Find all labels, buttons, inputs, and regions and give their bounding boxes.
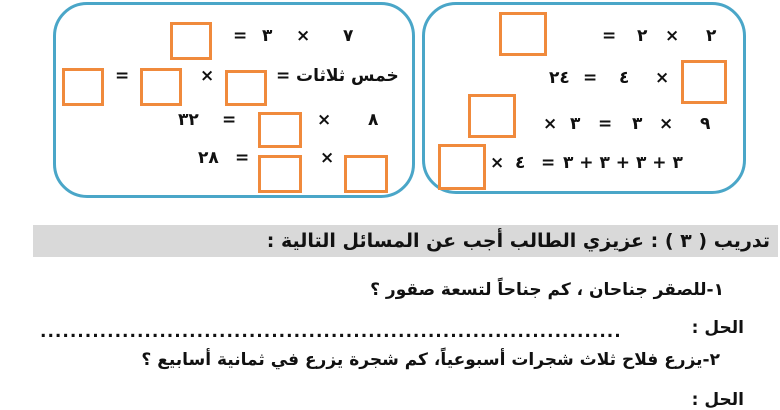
answer-line-1[interactable]: .............................................................................. xyxy=(40,322,622,342)
r3-op1: × xyxy=(659,114,674,134)
l2-op: × xyxy=(200,66,215,86)
answer-box[interactable] xyxy=(62,68,104,106)
l4-eq: = xyxy=(235,148,250,168)
r3-a: ٩ xyxy=(700,114,711,134)
l4-op: × xyxy=(320,148,335,168)
r2-c: ٢٤ xyxy=(549,68,570,88)
r1-a: ٢ xyxy=(706,26,717,46)
l3-a: ٨ xyxy=(368,110,379,130)
question-1: ١-للصقر جناحان ، كم جناحاً لتسعة صقور ؟ xyxy=(370,280,724,300)
r3-eq: = xyxy=(598,114,613,134)
answer-box[interactable] xyxy=(140,68,182,106)
answer-box[interactable] xyxy=(438,144,486,190)
answer-box[interactable] xyxy=(258,155,302,193)
question-2: ٢-يزرع فلاح ثلاث شجرات أسبوعياً، كم شجرة يزرع في ثمانية أسابيع ؟ xyxy=(141,350,720,370)
r2-op: × xyxy=(655,68,670,88)
l2-label: خمس ثلاثات xyxy=(296,66,399,86)
l4-c: ٢٨ xyxy=(198,148,219,168)
r3-c: ٣ xyxy=(570,114,581,134)
r4-eq: = xyxy=(541,153,556,173)
answer-box[interactable] xyxy=(681,60,727,104)
r1-b: ٢ xyxy=(637,26,648,46)
l1-a: ٧ xyxy=(343,26,354,46)
answer-label-2: الحل : xyxy=(691,390,744,410)
answer-box[interactable] xyxy=(225,70,267,106)
l1-op: × xyxy=(296,26,311,46)
r1-eq: = xyxy=(602,26,617,46)
r2-eq: = xyxy=(583,68,598,88)
answer-box[interactable] xyxy=(258,112,302,148)
l1-b: ٣ xyxy=(262,26,273,46)
l1-eq: = xyxy=(233,26,248,46)
r4-b: ٤ xyxy=(515,153,526,173)
answer-box[interactable] xyxy=(170,22,212,60)
answer-box[interactable] xyxy=(468,94,516,138)
l3-c: ٣٢ xyxy=(178,110,199,130)
r3-op2: × xyxy=(543,114,558,134)
l3-eq: = xyxy=(222,110,237,130)
r4-op: × xyxy=(490,153,505,173)
l2-eq2: = xyxy=(115,66,130,86)
answer-label-1: الحل : xyxy=(691,318,744,338)
r2-b: ٤ xyxy=(619,68,630,88)
answer-box[interactable] xyxy=(499,12,547,56)
r4-sum: ٣ + ٣ + ٣ + ٣ xyxy=(563,153,683,173)
l2-eq1: = xyxy=(276,66,291,86)
r3-b: ٣ xyxy=(632,114,643,134)
l3-op: × xyxy=(317,110,332,130)
exercise-banner xyxy=(33,225,778,257)
answer-box[interactable] xyxy=(344,155,388,193)
exercise-heading: تدريب ( ٣ ) : عزيزي الطالب أجب عن المسائل التالية : xyxy=(266,230,770,252)
r1-op: × xyxy=(665,26,680,46)
